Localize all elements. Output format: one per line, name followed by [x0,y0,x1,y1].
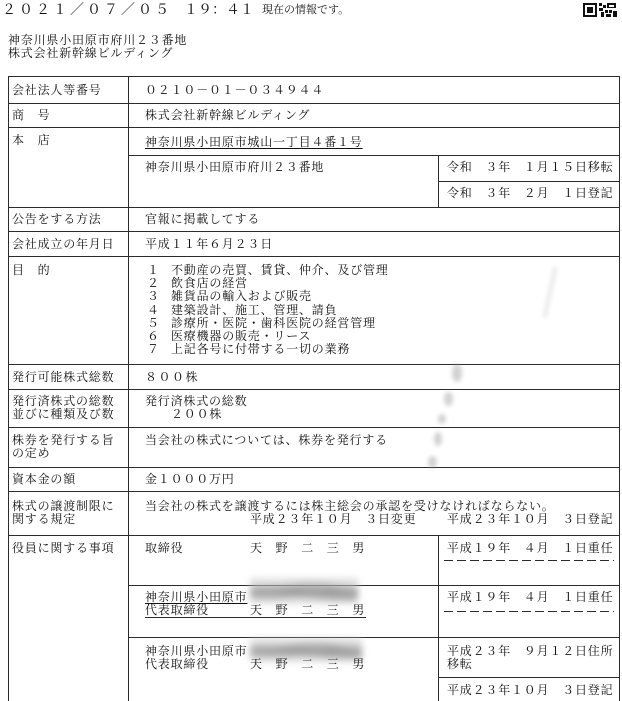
officer-date: 平成１９年 ４月 １日重任 [447,541,614,555]
deletion-underline [145,617,366,618]
purpose-label: 目 的 [12,263,51,277]
scan-artifact [428,456,437,468]
officer-registration-date: 平成２３年１０月 ３日登記 [447,683,614,697]
relocation-date: 令和 ３年 １月１５日移転 [447,160,614,174]
qr-code-pattern [583,3,617,17]
previous-address-struck: 神奈川県小田原市城山一丁目４番１号 [145,135,363,149]
purpose-number: ６ [147,328,160,343]
scan-artifact [444,392,453,406]
purpose-list [147,264,389,356]
officer-name: 天 野 二 三 男 [250,657,366,671]
transfer-restriction-changed-date: 平成２３年１０月 ３日変更 [250,512,417,526]
scan-artifact [438,414,446,424]
qr-code-icon [583,2,617,18]
scan-artifact [452,364,462,382]
dashed-divider [444,611,614,612]
header-address: 神奈川県小田原市府川２３番地 [8,33,188,47]
officer-title: 代表取締役 [145,603,210,617]
head-office-inner-divider [128,155,620,156]
retrieval-note: 現在の情報です。 [262,3,350,16]
purpose-text: 医療機器の販売・リース [171,328,312,343]
date-cell-divider [438,677,620,678]
row-divider [8,127,620,128]
purpose-number: １ [147,263,160,277]
officer-date-line2: 移転 [447,657,473,671]
established-label: 会社成立の年月日 [12,237,115,251]
dashed-divider [444,560,614,561]
purpose-text: 飲食店の経営 [171,276,248,291]
officer-address: 神奈川県小田原市 [145,590,248,604]
transfer-restriction-label-line1: 株式の譲渡制限に [12,499,115,513]
issued-shares-label-line2: 並びに種類及び数 [12,407,115,421]
trade-name-label: 商 号 [12,108,51,122]
share-certificates-value: 当会社の株式については、株券を発行する [145,433,388,447]
row-divider [8,256,620,257]
purpose-number: ５ [147,315,160,330]
officer-title: 代表取締役 [145,657,210,671]
public-notice-value: 官報に掲載してする [145,212,261,226]
public-notice-label: 公告をする方法 [12,212,102,226]
officer-title: 取締役 [145,541,184,555]
purpose-text: 診療所・医院・歯科医院の経営管理 [171,315,376,330]
capital-value: 金１０００万円 [145,472,235,486]
row-divider [8,364,620,365]
purpose-text: 雑貨品の輸入および販売 [171,289,312,304]
issued-shares-value-line2: ２００株 [171,407,223,421]
officer-address: 神奈川県小田原市 [145,644,248,658]
purpose-text: 建築設計、施工、管理、請負 [171,302,338,317]
row-divider [8,467,620,468]
issued-shares-label-line1: 発行済株式の総数 [12,394,115,408]
transfer-restriction-registration-date: 平成２３年１０月 ３日登記 [447,512,614,526]
row-divider [8,389,620,390]
relocation-registration-date: 令和 ３年 ２月 １日登記 [447,186,614,200]
scan-artifact [543,266,558,318]
header-company-name: 株式会社新幹線ビルディング [8,46,174,60]
date-cell-divider [438,181,620,182]
row-divider [8,207,620,208]
corporate-number-value: ０２１０－０１－０３４９４４ [145,83,325,97]
purpose-text: 不動産の売買、賃貸、仲介、及び管理 [171,263,389,277]
officer-name: 天 野 二 三 男 [250,603,366,617]
trade-name-value: 株式会社新幹線ビルディング [145,108,311,122]
authorized-shares-label: 発行可能株式総数 [12,370,115,384]
purpose-number: ３ [147,289,160,304]
redacted-address-blur [250,578,358,604]
retrieval-time: １９：４１ [184,2,254,18]
row-divider [8,491,620,492]
share-certificates-label-line2: の定め [12,446,51,460]
table-border-top [8,76,620,77]
officers-label: 役員に関する事項 [12,541,115,555]
scan-artifact [434,432,442,446]
purpose-text: 上記各号に付帯する一切の業務 [171,342,351,357]
share-certificates-label-line1: 株券を発行する旨 [12,433,115,447]
officer-entry-divider [128,585,620,586]
capital-label: 資本金の額 [12,472,77,486]
row-divider [8,231,620,232]
officer-date-line1: 平成２３年 ９月１２日住所 [447,644,614,658]
current-address: 神奈川県小田原市府川２３番地 [145,160,325,174]
row-divider [8,535,620,536]
issued-shares-value-line1: 発行済株式の総数 [145,394,248,408]
retrieval-date: ２０２１／０７／０５ [2,2,172,18]
officer-date: 平成１９年 ４月 １日重任 [447,590,614,604]
authorized-shares-value: ８００株 [145,370,200,384]
corporate-number-label: 会社法人等番号 [12,83,102,97]
officer-entry-divider [128,637,620,638]
head-office-label: 本 店 [12,133,51,147]
purpose-number: ４ [147,302,160,317]
transfer-restriction-value: 当会社の株式を譲渡するには株主総会の承認を受けなければならない。 [145,499,555,513]
purpose-number: ２ [147,276,160,291]
row-divider [8,103,620,104]
established-value: 平成１１年６月２３日 [145,237,274,251]
list-item [147,343,389,356]
officer-name: 天 野 二 三 男 [250,541,366,555]
transfer-restriction-label-line2: 関する規定 [12,512,77,526]
purpose-number: ７ [147,342,160,357]
row-divider [8,427,620,428]
